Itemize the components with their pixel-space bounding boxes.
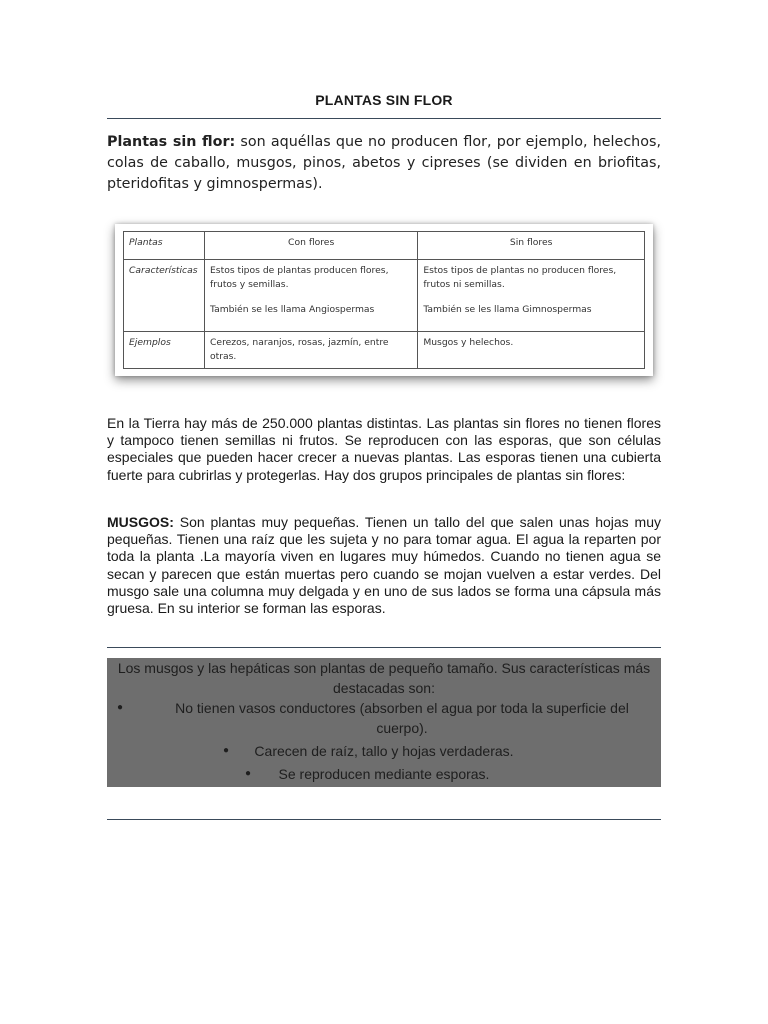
bottom-divider xyxy=(107,819,661,820)
box-lead: Los musgos y las hepáticas son plantas de pequeño tamaño. Sus características más destacadas son: xyxy=(117,660,651,696)
characteristics-box xyxy=(107,658,661,787)
bullet-icon: ● xyxy=(117,702,124,713)
list-item xyxy=(107,764,661,784)
musgos-label: MUSGOS: xyxy=(107,514,174,530)
comparison-table-image xyxy=(115,224,653,376)
table-header-cell: Plantas xyxy=(124,232,205,260)
body-paragraph: En la Tierra hay más de 250.000 plantas distintas. Las plantas sin flores no tienen flores y tampoco tienen semillas ni frutos. Se reproducen con las esporas, que son células especiales que pueden hacer crecer a nuevas plantas. Las esporas tienen una cubierta fuerte para cubrirlas y protegerlas. Hay dos grupos principales de plantas sin flores: xyxy=(107,415,661,483)
table-header-cell: Sin flores xyxy=(418,232,645,260)
section-divider xyxy=(107,647,661,648)
bullet-icon: ● xyxy=(245,768,252,779)
table-header-cell: Con flores xyxy=(205,232,418,260)
title-divider xyxy=(107,118,661,119)
intro-text: son aquéllas que no producen flor, por ejemplo, helechos, colas de caballo, musgos, pinos, abetos y cipreses (se dividen en briofitas, pteridofitas y gimnospermas). xyxy=(107,134,661,192)
list-item-text: Carecen de raíz, tallo y hojas verdaderas. xyxy=(254,743,514,759)
table-cell xyxy=(205,260,418,332)
table-row-label: Características xyxy=(124,260,205,332)
table-cell-text: También se les llama Gimnospermas xyxy=(423,304,592,315)
intro-paragraph xyxy=(107,132,661,195)
page-title: PLANTAS SIN FLOR xyxy=(315,92,453,108)
table-cell-text: También se les llama Angiospermas xyxy=(210,304,375,315)
table-row xyxy=(124,260,645,332)
list-item-text: Se reproducen mediante esporas. xyxy=(278,766,490,782)
table-cell-text: Estos tipos de plantas producen flores, frutos y semillas. xyxy=(210,265,389,290)
bullet-icon: ● xyxy=(223,745,230,756)
table-header-row xyxy=(124,232,645,260)
intro-label: Plantas sin flor: xyxy=(107,134,236,150)
comparison-table xyxy=(123,231,645,369)
musgos-paragraph xyxy=(107,514,661,617)
table-cell xyxy=(418,260,645,332)
list-item xyxy=(107,741,661,761)
musgos-text: Son plantas muy pequeñas. Tienen un tallo del que salen unas hojas muy pequeñas. Tienen una raíz que les sujeta y no para tomar agua. El agua la reparten por toda la planta .La mayoría viven en lugares muy húmedos. Cuando no tienen agua se secan y parecen que están muertas pero cuando se mojan vuelven a estar verdes. Del musgo sale una columna muy delgada y en uno de sus lados se forma una cápsula más gruesa. En su interior se forman las esporas. xyxy=(107,514,661,617)
table-cell: Cerezos, naranjos, rosas, jazmín, entre otras. xyxy=(205,332,418,369)
list-item-text: No tienen vasos conductores (absorben el agua por toda la superficie del cuerpo). xyxy=(175,700,629,736)
table-row-label: Ejemplos xyxy=(124,332,205,369)
table-cell: Musgos y helechos. xyxy=(418,332,645,369)
table-cell-text: Estos tipos de plantas no producen flores, frutos ni semillas. xyxy=(423,265,617,290)
list-item xyxy=(107,698,661,738)
table-row xyxy=(124,332,645,369)
